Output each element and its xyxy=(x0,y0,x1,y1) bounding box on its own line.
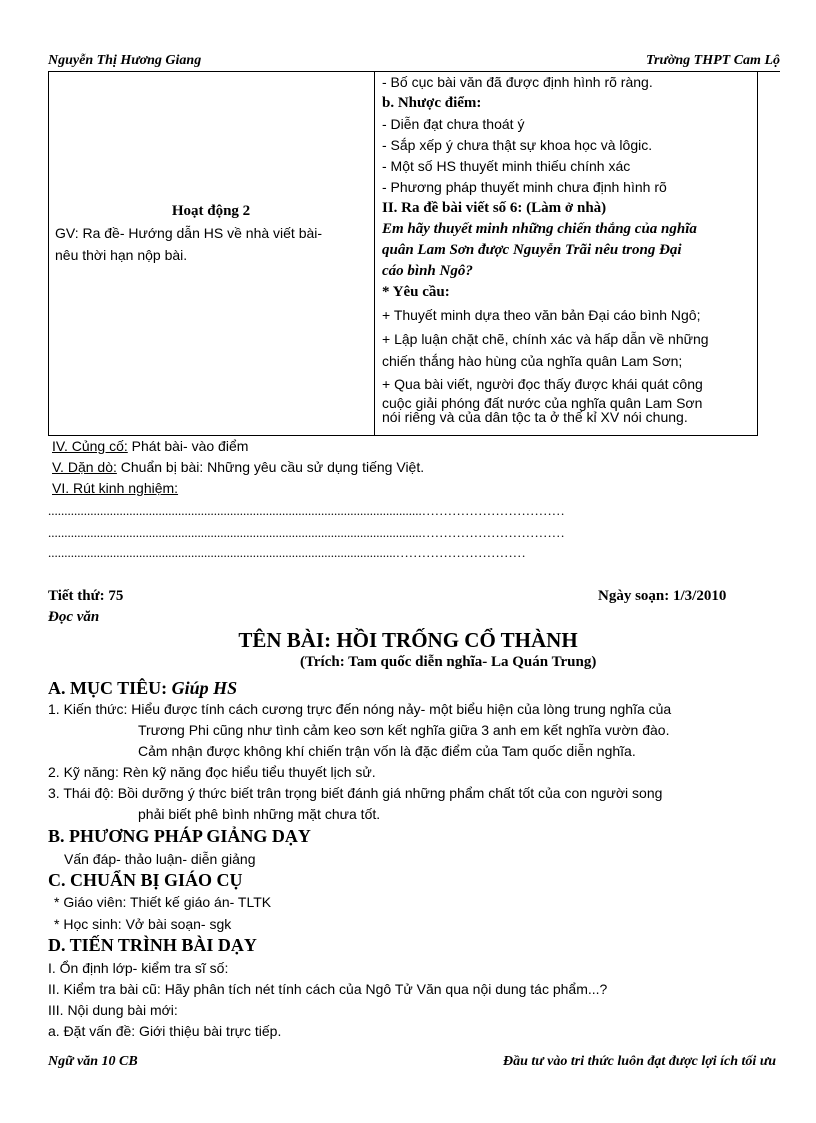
table-right-cell xyxy=(382,72,754,424)
right-line: - Phương pháp thuyết minh chưa định hình rõ xyxy=(382,179,667,195)
teacher-materials: * Giáo viên: Thiết kế giáo án- TLTK xyxy=(54,894,272,910)
requirement-line: cuộc giải phóng đất nước của nghĩa quân Lam Sơn xyxy=(382,395,703,411)
closing-notes xyxy=(52,436,424,499)
objective-attitude-cont: phải biết phê bình những mặt chưa tốt. xyxy=(138,806,381,822)
procedure-step: II. Kiểm tra bài cũ: Hãy phân tích nét tính cách của Ngô Tử Văn qua nội dung tác phẩm...? xyxy=(48,981,608,997)
assignment-heading: II. Ra đề bài viết số 6: (Làm ở nhà) xyxy=(382,200,607,216)
section-b-heading: B. PHƯƠNG PHÁP GIẢNG DẠY xyxy=(48,826,311,846)
right-line: - Bố cục bài văn đã được định hình rõ ràng. xyxy=(382,74,653,90)
right-line: - Một số HS thuyết minh thiếu chính xác xyxy=(382,158,631,174)
homework-label: V. Dặn dò: xyxy=(52,459,117,475)
consolidation-label: IV. Củng cố: xyxy=(52,438,128,454)
gv-instruction-line1: GV: Ra đề- Hướng dẫn HS về nhà viết bài- xyxy=(55,225,323,241)
weakness-heading: b. Nhược điểm: xyxy=(382,95,482,111)
right-line: - Sắp xếp ý chưa thật sự khoa học và lôgic. xyxy=(382,137,653,153)
lesson-title: TÊN BÀI: HỒI TRỐNG CỔ THÀNH xyxy=(238,628,578,652)
consolidation-line xyxy=(52,436,424,457)
header-school: Trường THPT Cam Lộ xyxy=(646,53,780,68)
requirement-line: chiến thắng hào hùng của nghĩa quân Lam Sơn; xyxy=(382,353,683,369)
gv-instruction-line2: nêu thời hạn nộp bài. xyxy=(55,247,188,263)
section-a-heading xyxy=(48,678,237,699)
table-left-cell xyxy=(55,200,367,266)
method-line: Vấn đáp- thảo luận- diễn giảng xyxy=(64,851,256,867)
dotted-line: ...........................................................................................................………………………… xyxy=(48,545,526,560)
procedure-step: I. Ổn định lớp- kiểm tra sĩ số: xyxy=(48,960,229,976)
objective-skills: 2. Kỹ năng: Rèn kỹ năng đọc hiểu tiểu thuyết lịch sử. xyxy=(48,764,376,780)
prepared-date: Ngày soạn: 1/3/2010 xyxy=(598,588,727,604)
lesson-period: Tiết thứ: 75 xyxy=(48,588,124,604)
reflection-label: VI. Rút kinh nghiệm: xyxy=(52,480,179,496)
table-column-divider xyxy=(374,72,375,435)
procedure-step: III. Nội dung bài mới: xyxy=(48,1002,178,1018)
objective-knowledge-cont: Trương Phi cũng như tình cảm keo sơn kết nghĩa giữa 3 anh em kết nghĩa vườn đào. xyxy=(138,722,670,738)
requirement-line: + Thuyết minh dựa theo văn bản Đại cáo bình Ngô; xyxy=(382,307,701,323)
lesson-subtitle: (Trích: Tam quốc diễn nghĩa- La Quán Trung) xyxy=(300,654,597,670)
dotted-line: ...................................................................................................................…………………………… xyxy=(48,503,565,518)
assignment-prompt: quân Lam Sơn được Nguyễn Trãi nêu trong Đại xyxy=(382,242,682,258)
requirement-line: + Qua bài viết, người đọc thấy được khái quát công xyxy=(382,376,703,392)
dotted-line: ...................................................................................................................…………………………… xyxy=(48,525,565,540)
consolidation-text: Phát bài- vào điểm xyxy=(127,438,249,454)
lesson-table xyxy=(48,72,758,436)
footer-course: Ngữ văn 10 CB xyxy=(48,1054,138,1069)
subject-label: Đọc văn xyxy=(48,609,100,625)
reflection-line xyxy=(52,478,424,499)
section-a-title: A. MỤC TIÊU: xyxy=(48,678,172,698)
section-a-title-italic: Giúp HS xyxy=(171,678,238,698)
requirements-heading: * Yêu cầu: xyxy=(382,284,450,300)
homework-line xyxy=(52,457,424,478)
footer-motto: Đầu tư vào tri thức luôn đạt được lợi ích tối ưu xyxy=(503,1054,776,1069)
assignment-prompt: Em hãy thuyết minh những chiến thắng của nghĩa xyxy=(382,221,697,237)
objective-knowledge: 1. Kiến thức: Hiểu được tính cách cương trực đến nóng nảy- một biểu hiện của lòng trung nghĩa của xyxy=(48,701,672,717)
section-c-heading: C. CHUẨN BỊ GIÁO CỤ xyxy=(48,870,243,890)
section-d-heading: D. TIẾN TRÌNH BÀI DẠY xyxy=(48,935,257,955)
right-line: - Diễn đạt chưa thoát ý xyxy=(382,116,525,132)
student-materials: * Học sinh: Vở bài soạn- sgk xyxy=(54,916,232,932)
assignment-prompt: cáo bình Ngô? xyxy=(382,263,473,279)
requirement-line: nói riêng và của dân tộc ta ở thế kỉ XV nói chung. xyxy=(382,409,688,425)
homework-text: Chuẩn bị bài: Những yêu cầu sử dụng tiếng Việt. xyxy=(116,459,425,475)
header-author: Nguyễn Thị Hương Giang xyxy=(48,53,202,68)
requirement-line: + Lập luận chặt chẽ, chính xác và hấp dẫn về những xyxy=(382,331,709,347)
objective-attitude: 3. Thái độ: Bồi dưỡng ý thức biết trân trọng biết đánh giá những phẩm chất tốt của con người song xyxy=(48,785,663,801)
activity-heading: Hoạt động 2 xyxy=(171,203,251,219)
objective-knowledge-cont: Cảm nhận được không khí chiến trận vốn là đặc điểm của Tam quốc diễn nghĩa. xyxy=(138,743,636,759)
procedure-step: a. Đặt vấn đề: Giới thiệu bài trực tiếp. xyxy=(48,1023,282,1039)
